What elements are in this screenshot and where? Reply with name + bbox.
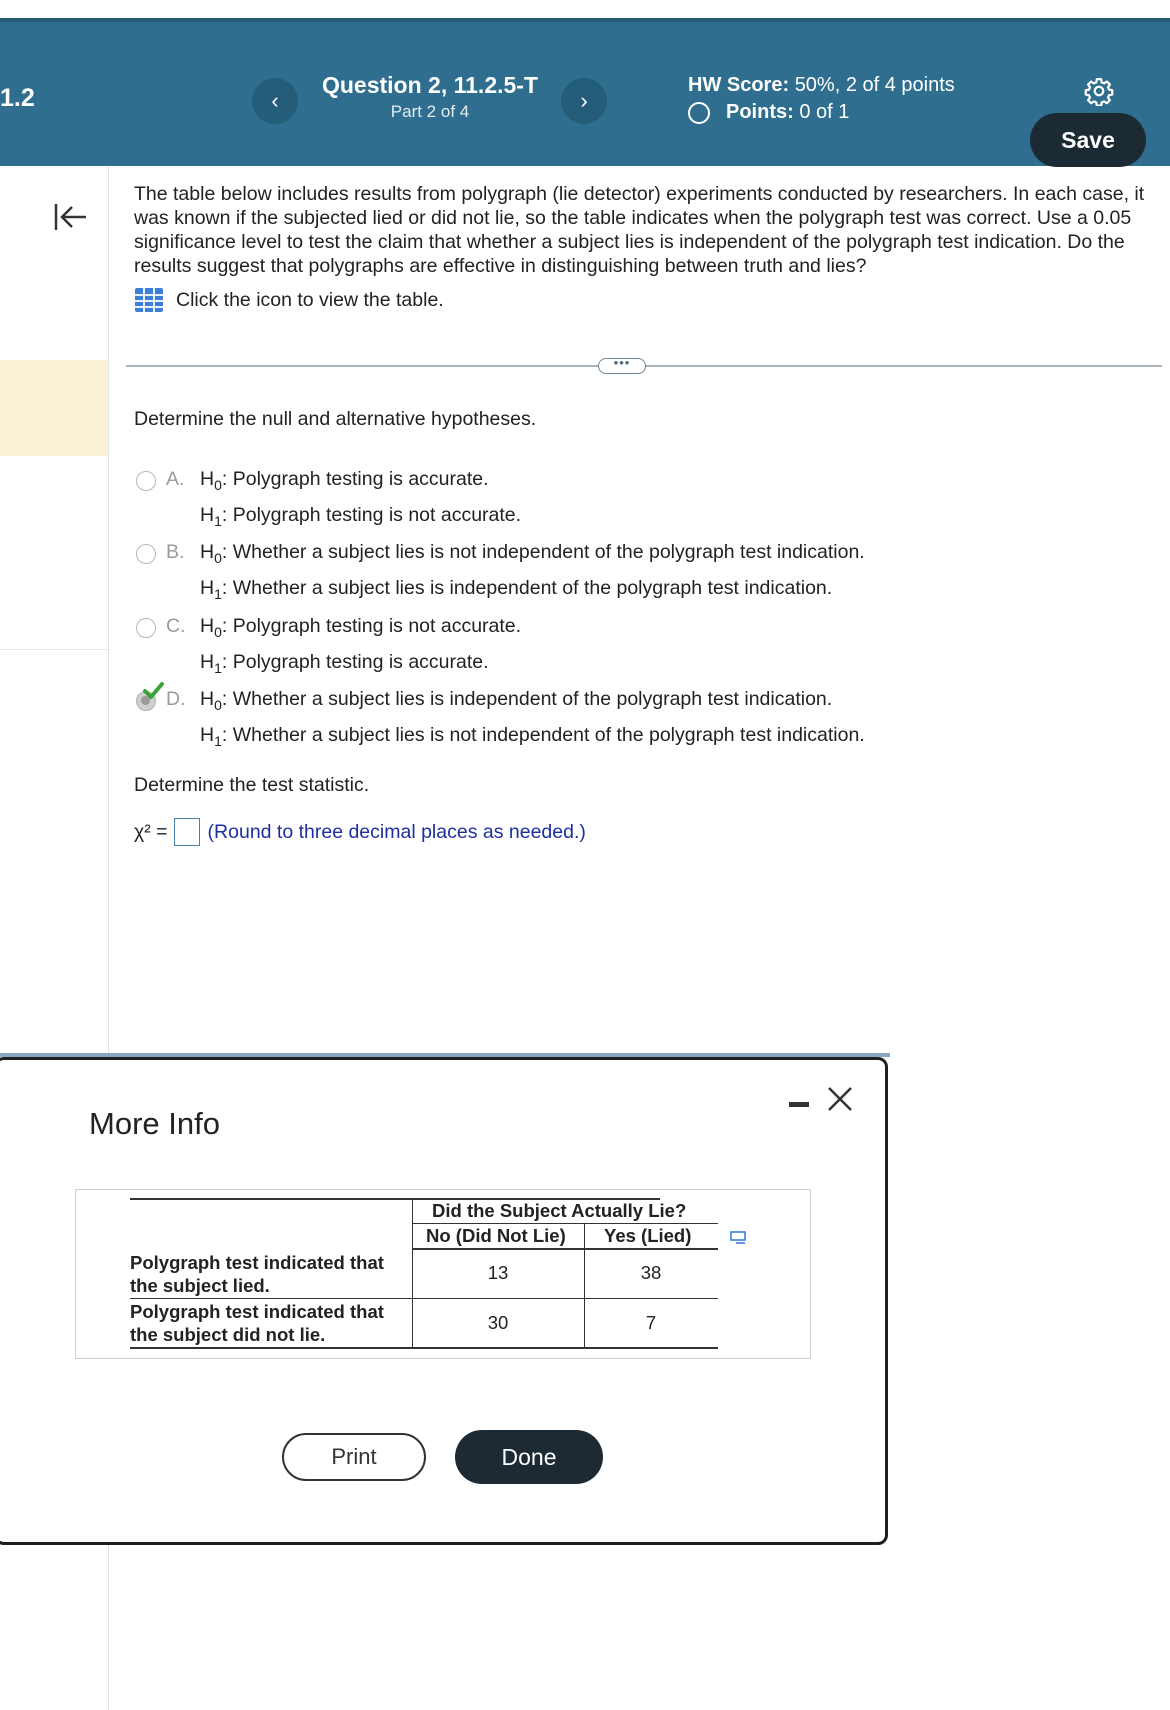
table-rule-group (412, 1223, 718, 1224)
next-question-button[interactable]: › (561, 78, 607, 124)
h0-subscript: 0 (214, 476, 222, 493)
table-rule-header (412, 1248, 718, 1250)
question-prompt: The table below includes results from polygraph (lie detector) experiments conducted by researchers. In each case, it was known if the subjected lied or did not lie, so the table indicates when the polygraph test was correct. Use a 0.05 significance level to test the claim that whether a subject lies is independent of the polygraph test indication. Do the results suggest that polygraphs are effective in distinguishing between truth and lies? (134, 183, 1145, 277)
option-b-letter: B. (166, 541, 185, 563)
h1-symbol: H (200, 503, 215, 526)
h0-symbol: H (200, 615, 215, 637)
option-c-radio[interactable] (136, 618, 156, 638)
table-row1-label: Polygraph test indicated that the subject lied. (130, 1252, 384, 1296)
top-bar (0, 18, 1170, 166)
print-button[interactable]: Print (282, 1433, 426, 1481)
view-table-link[interactable] (134, 287, 444, 313)
section-number: 1.2 (0, 84, 35, 112)
table-grid-icon[interactable] (134, 287, 164, 313)
hw-score-value: 50%, 2 of 4 points (794, 74, 955, 96)
left-rail-highlight (0, 360, 108, 456)
done-button[interactable]: Done (455, 1430, 603, 1484)
table-cell: 38 (640, 1262, 662, 1283)
more-info-dialog (0, 1057, 888, 1545)
h0-symbol: H (200, 541, 215, 563)
contingency-table (75, 1189, 811, 1359)
h1-symbol: H (200, 723, 215, 746)
table-row2-label: Polygraph test indicated that the subject did not lie. (130, 1301, 384, 1345)
correct-check-icon (142, 682, 164, 700)
collapse-panel-icon[interactable] (52, 200, 90, 234)
left-rail-separator (0, 649, 108, 650)
copy-icon[interactable] (730, 1230, 748, 1246)
option-a-radio[interactable] (136, 471, 156, 491)
chi-square-label: χ² = (134, 820, 168, 843)
option-b-radio[interactable] (136, 544, 156, 564)
option-d-h0: Whether a subject lies is independent of the polygraph test indication. (232, 688, 833, 710)
points-label: Points: (726, 101, 794, 123)
option-a-h1: Polygraph testing is not accurate. (232, 503, 522, 526)
points-value: 0 of 1 (799, 101, 850, 123)
h0-subscript: 0 (214, 549, 222, 566)
option-a-h0: Polygraph testing is accurate. (232, 468, 489, 490)
previous-question-button[interactable]: ‹ (252, 78, 298, 124)
question-title: Question 2, 11.2.5-T (321, 72, 539, 98)
hw-score-label: HW Score: (688, 74, 790, 96)
test-statistic-row (134, 818, 586, 846)
h1-subscript: 1 (214, 732, 222, 749)
h1-symbol: H (200, 576, 215, 599)
points-status-icon (688, 102, 710, 124)
option-c-h1: Polygraph testing is accurate. (232, 650, 489, 673)
gear-icon[interactable] (1084, 76, 1114, 106)
h0-symbol: H (200, 468, 215, 490)
table-col-no: No (Did Not Lie) (426, 1225, 566, 1246)
h0-subscript: 0 (214, 623, 222, 640)
table-col-yes: Yes (Lied) (604, 1225, 692, 1246)
round-hint: (Round to three decimal places as needed.) (207, 820, 586, 843)
option-a-letter: A. (166, 468, 185, 490)
table-cell: 30 (487, 1312, 509, 1333)
points (688, 101, 849, 124)
save-button[interactable]: Save (1030, 113, 1146, 167)
question-part: Part 2 of 4 (390, 102, 470, 121)
option-c-h0: Polygraph testing is not accurate. (232, 615, 522, 637)
option-b-h1: Whether a subject lies is independent of the polygraph test indication. (232, 576, 833, 599)
option-c-letter: C. (166, 615, 186, 637)
view-table-label[interactable]: Click the icon to view the table. (176, 288, 444, 311)
minimize-icon[interactable] (789, 1102, 809, 1107)
table-rule-bottom (130, 1347, 718, 1349)
h1-symbol: H (200, 650, 215, 673)
chi-square-answer-input[interactable] (174, 818, 200, 846)
h0-symbol: H (200, 688, 215, 710)
h0-subscript: 0 (214, 696, 222, 713)
option-d-h1: Whether a subject lies is not independent of the polygraph test indication. (232, 723, 865, 746)
h1-subscript: 1 (214, 585, 222, 602)
option-b-h0: Whether a subject lies is not independent of the polygraph test indication. (232, 541, 865, 563)
close-icon[interactable] (825, 1084, 855, 1114)
table-cell: 7 (645, 1312, 657, 1333)
hypotheses-prompt: Determine the null and alternative hypotheses. (134, 408, 537, 430)
expand-more-button[interactable]: ••• (598, 358, 646, 374)
h1-subscript: 1 (214, 512, 222, 529)
modal-title: More Info (89, 1106, 220, 1141)
option-d-letter: D. (166, 688, 186, 710)
table-rule-row1 (130, 1298, 718, 1299)
table-group-header: Did the Subject Actually Lie? (432, 1200, 687, 1221)
table-cell: 13 (487, 1262, 509, 1283)
h1-subscript: 1 (214, 659, 222, 676)
hw-score (688, 74, 955, 97)
test-statistic-prompt: Determine the test statistic. (134, 774, 370, 796)
